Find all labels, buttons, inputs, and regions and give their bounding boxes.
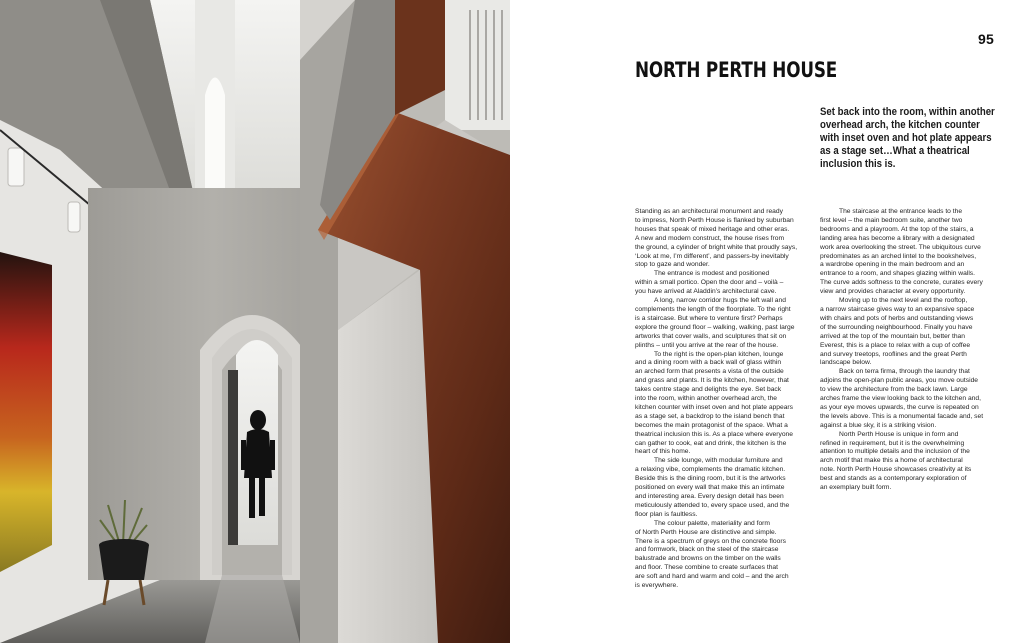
upper-arched-window (205, 78, 225, 191)
body-text-line: and interesting area. Every design detail has been (635, 493, 784, 500)
body-text-line: attention to multiple details and the inclusion of the (820, 448, 970, 456)
body-text-line: floor plan is faultless. (635, 510, 698, 518)
body-text-line: to impress, North Perth House is flanked by suburban (635, 216, 794, 224)
body-text-line: The colour palette, materiality and form (654, 519, 770, 527)
body-text-line: an exemplary built form. (820, 484, 892, 492)
body-text-line: There is a spectrum of greys on the concrete floors (635, 537, 786, 545)
body-text-line: you have arrived at Aladdin’s architectural cave. (635, 288, 777, 296)
text-page (510, 0, 1020, 643)
body-text-line: stop to gaze and wonder. (635, 261, 710, 269)
body-text-line: plinths – until you arrive at the rear of the house. (635, 341, 779, 349)
body-text-line: with chairs and pots of herbs and outstanding views (820, 314, 974, 322)
body-text-line: houses that speak of mixed heritage and other eras. (635, 225, 790, 233)
body-text-line: takes centre stage and delights the eye. Set back (635, 386, 782, 394)
large-artwork (0, 252, 52, 572)
body-text-line: Moving up to the next level and the rooftop, (839, 297, 968, 305)
body-text-line: To the right is the open-plan kitchen, lounge (654, 350, 784, 358)
body-text-line: positioned on every wall that make this an intimate (635, 484, 785, 492)
body-text-line: first level – the main bedroom suite, another two (820, 216, 963, 224)
pull-quote (820, 106, 998, 171)
body-text-line: heart of this home. (635, 448, 691, 456)
pull-quote-line: with inset oven and hot plate appears (820, 132, 992, 144)
body-text-line: work area overlooking the street. The ubiquitous curve (820, 243, 981, 251)
body-text-line: the levels above. This is a monumental facade and, set (820, 412, 984, 420)
body-text-line: North Perth House is unique in form and (839, 430, 959, 438)
pull-quote-line: inclusion this is. (820, 158, 896, 170)
body-text-line: adjoins the open-plan public areas, you move outside (820, 377, 979, 385)
body-text-line: arch motif that make this a home of architectural (820, 457, 963, 465)
article-title: NORTH PERTH HOUSE (635, 58, 838, 82)
body-text-line: landing area has become a library with a designated (820, 234, 975, 242)
body-text-line: ‘Look at me, I’m different’, and passers-by inevitably (635, 252, 789, 260)
body-text-line: note. North Perth House showcases creativity at its (820, 466, 972, 474)
body-text-line: view and provides character at every opportunity. (820, 288, 966, 296)
body-text-line: as your eye moves upwards, the curve is repeated on (820, 403, 979, 411)
body-column-left (635, 208, 815, 591)
pull-quote-line: as a stage set…What a theatrical (820, 145, 970, 157)
body-text-line: balustrade and browns on the timber on the walls (635, 555, 781, 563)
body-text-line: and survey treetops, rooflines and the great Perth (820, 350, 967, 358)
body-text-line: is everywhere. (635, 582, 679, 590)
body-text-line: against a blue sky, it is a striking vision. (820, 421, 937, 429)
body-text-line: becomes the main protagonist of the space. What a (635, 421, 788, 429)
body-text-line: of North Perth House are distinctive and simple. (635, 528, 777, 536)
body-text-line: of the surrounding neighbourhood. Finally you have (820, 323, 973, 331)
body-text-line: is a staircase. But where to venture first? Perhaps (635, 314, 783, 322)
body-text-line: arrived at the top of the mountain but, better than (820, 332, 965, 340)
body-text-line: landscape below. (820, 359, 872, 367)
body-text-line: and floor. These combine to create surfaces that (635, 564, 778, 572)
body-text-line: theatrical inclusion this is. As a place where everyone (635, 430, 793, 438)
body-text-line: The side lounge, with modular furniture and (654, 457, 783, 465)
body-text-line: as a stage set, a backdrop to the island bench that (635, 412, 785, 420)
body-text-line: predominates as an arched lintel to the bookshelves, (820, 252, 977, 260)
body-column-right (820, 208, 1000, 493)
pull-quote-line: overhead arch, the kitchen counter (820, 119, 980, 131)
body-text-line: The entrance is modest and positioned (654, 270, 770, 278)
body-text-line: explore the ground floor – walking, walking, past large (635, 323, 795, 331)
body-text-line: entrance to a room, and shapes glazing within walls. (820, 270, 976, 278)
body-text-line: Everest, this is a place to relax with a cup of coffee (820, 341, 971, 349)
body-text-line: a narrow staircase gives way to an expansive space (820, 305, 975, 313)
body-text-line: Standing as an architectural monument and ready (635, 208, 783, 215)
pull-quote-line: Set back into the room, within another (820, 106, 995, 118)
body-text-line: within a small portico. Open the door and – voilà – (635, 279, 784, 287)
body-text-line: complements the length of the floorplate. To the right (635, 305, 791, 313)
body-text-line: A new and modern construct, the house rises from (635, 234, 785, 242)
body-text-line: kitchen counter with inset oven and hot plate appears (635, 403, 794, 411)
body-text-line: are soft and hard and warm and cold – and the arch (635, 573, 789, 581)
track-spotlight (68, 202, 80, 232)
body-text-line: The curve adds softness to the concrete, curates every (820, 279, 983, 287)
body-text-line: Beside this is the dining room, but it is the artworks (635, 475, 786, 483)
body-text-line: The staircase at the entrance leads to the (839, 208, 963, 215)
track-spotlight (8, 148, 24, 186)
body-text-line: bedrooms and a playroom. At the top of the stairs, a (820, 225, 974, 233)
body-text-line: arches frame the view looking back to the kitchen and, (820, 395, 981, 403)
body-text-line: a relaxing vibe, complements the dramatic kitchen. (635, 466, 786, 474)
body-text-line: meticulously attended to, every space used, and the (635, 501, 790, 509)
body-text-line: and formwork, black on the steel of the staircase (635, 546, 779, 554)
body-text-line: a wardrobe opening in the main bedroom and an (820, 261, 965, 269)
body-text-line: refined in requirement, but it is the overwhelming (820, 439, 965, 447)
page-number: 95 (978, 31, 994, 47)
body-text-line: Back on terra firma, through the laundry that (839, 368, 970, 376)
body-text-line: the ground, a cylinder of bright white that proudly says, (635, 243, 798, 251)
body-text-line: can gather to cook, eat and drink, the kitchen is the (635, 439, 787, 447)
body-text-line: artworks that cover walls, and sculptures that sit on (635, 332, 787, 340)
body-text-line: and grass and plants. It is the kitchen, however, that (635, 377, 789, 385)
body-text-line: A long, narrow corridor hugs the left wall and (654, 297, 786, 305)
body-text-line: best and stands as a contemporary exploration of (820, 475, 967, 483)
body-text-line: and a dining room with a back wall of glass within (635, 359, 782, 367)
body-text-line: to view the architecture from the back lawn. Large (820, 386, 968, 394)
body-text-line: an arched form that presents a vista of the outside (635, 368, 784, 376)
body-text-line: into the room, within another overhead arch, the (635, 395, 778, 403)
